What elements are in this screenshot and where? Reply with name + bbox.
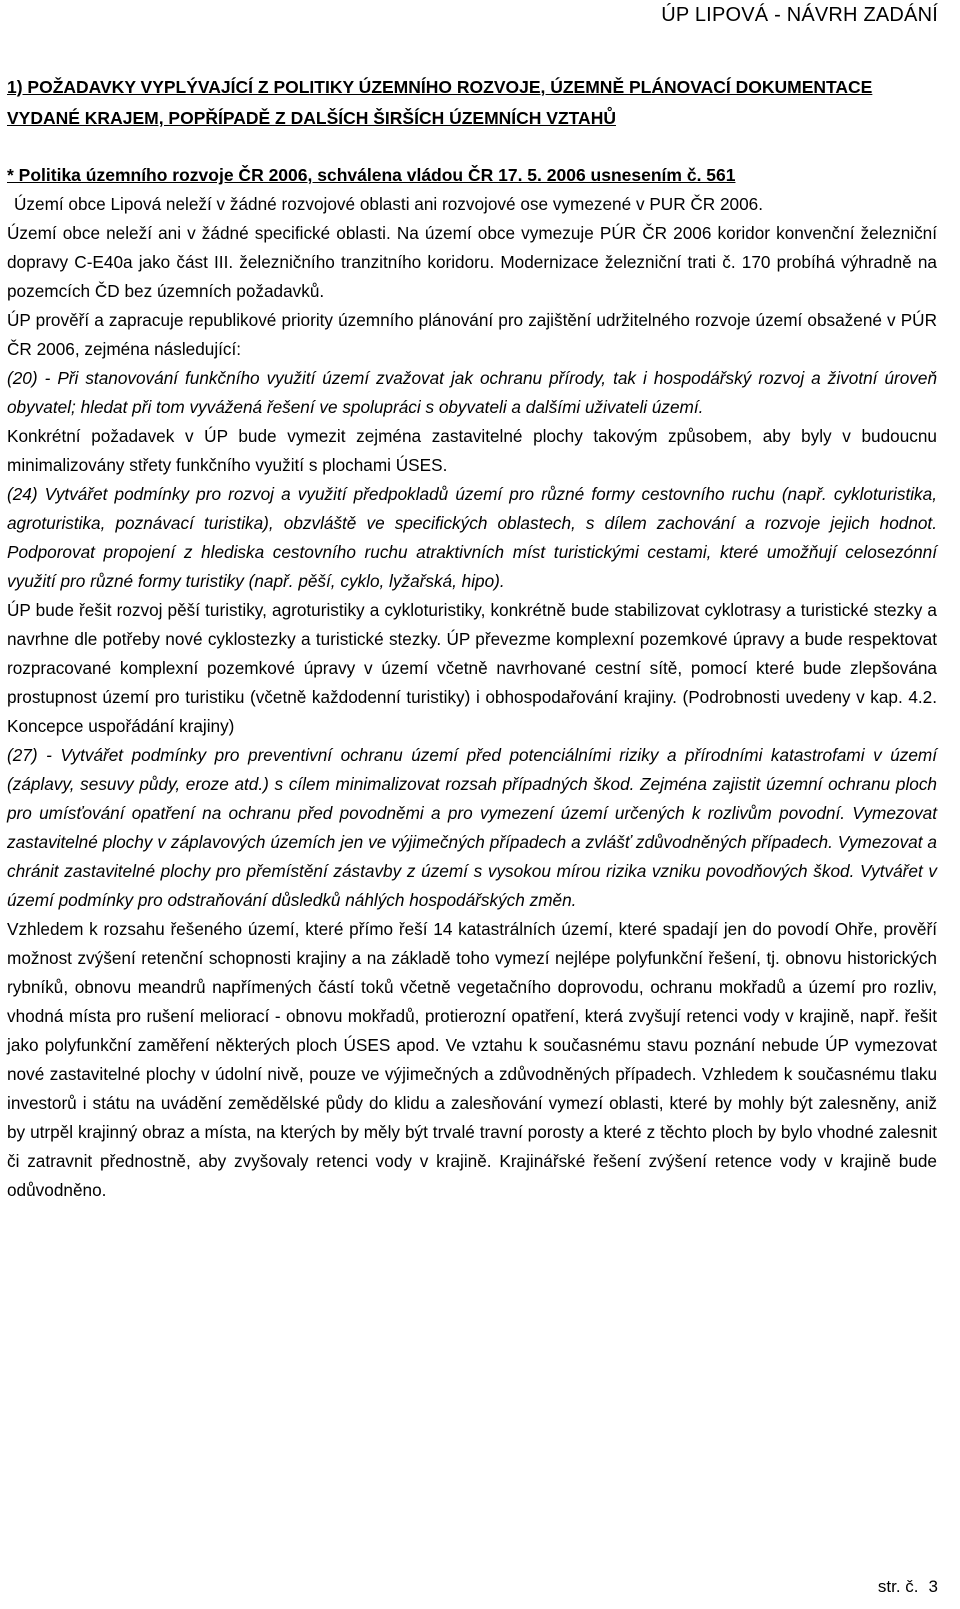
page-number-value: 3 [928,1577,938,1596]
policy-heading: * Politika územního rozvoje ČR 2006, schválena vládou ČR 17. 5. 2006 usnesením č. 561 [7,165,736,185]
paragraph-1: Území obce Lipová neleží v žádné rozvojové oblasti ani rozvojové ose vymezené v PUR ČR 2006. [14,194,763,214]
page-number-label: str. č. [877,1577,919,1596]
paragraph-5: Konkrétní požadavek v ÚP bude vymezit zejména zastavitelné plochy takovým způsobem, aby byly v budoucnu minimalizovány střety funkčního využití s plochami ÚSES. [7,426,937,475]
paragraph-2: Území obce neleží ani v žádné specifické oblasti. Na území obce vymezuje PÚR ČR 2006 koridor konvenční železniční dopravy C-E40a jako část III. železničního tranzitního koridoru. Modernizace železniční trati č. 170 probíhá výhradně na pozemcích ČD bez územních požadavků. [7,223,937,301]
paragraph-9: Vzhledem k rozsahu řešeného území, které přímo řeší 14 katastrálních území, které spadají jen do povodí Ohře, prověří možnost zvýšení retenční schopnosti krajiny a na základě toho vymezí nejlépe polyfunkční řešení, tj. obnovu historických rybníků, obnovu meandrů napřímených částí toků včetně vegetačního doprovodu, ochranu mokřadů a území pro rozliv, vhodná místa pro rušení meliorací - obnovu mokřadů, protierozní opatření, která zvyšují retenci vody v krajině, např. řešit jako polyfunkční zaměření některých ploch ÚSES apod. Ve vztahu k současnému stavu poznání nebude ÚP vymezovat nové zastavitelné plochy v údolní nivě, pouze ve výjimečných a zdůvodněných případech. Vzhledem k současnému tlaku investorů i státu na uvádění zemědělské půdy do klidu a zalesňování vymezí oblasti, které by mohly být zalesněny, aniž by utrpěl krajinný obraz a místa, na kterých by měly být trvalé travní porosty a které z těchto ploch by bylo vhodné zalesnit či zatravnit přednostně, aby zvyšovaly retenci vody v krajině. Krajinářské řešení zvýšení retence vody v krajině bude odůvodněno. [7,919,937,1200]
document-body [7,190,937,1205]
page-number [878,1574,938,1600]
priority-27: (27) - Vytvářet podmínky pro preventivní ochranu území před potenciálními riziky a přírodními katastrofami v území (záplavy, sesuvy půdy, eroze atd.) s cílem minimalizovat rozsah případných škod. Zejména zajistit územní ochranu ploch pro umísťování opatření na ochranu před povodněmi a pro vymezení území určených k rozlivům povodní. Vymezovat zastavitelné plochy v záplavových územích jen ve výjimečných případech a zvlášť zdůvodněných případech. Vymezovat a chránit zastavitelné plochy pro přemístění zástavby z území s vysokou mírou rizika vzniku povodňových škod. Vytvářet v území podmínky pro odstraňování důsledků náhlých hospodářských změn. [7,745,937,910]
document-header-title: ÚP LIPOVÁ - NÁVRH ZADÁNÍ [661,4,938,26]
paragraph-3: ÚP prověří a zapracuje republikové priority územního plánování pro zajištění udržitelného rozvoje území obsažené v PÚR ČR 2006, zejména následující: [7,310,937,359]
section-heading: 1) POŽADAVKY VYPLÝVAJÍCÍ Z POLITIKY ÚZEMNÍHO ROZVOJE, ÚZEMNĚ PLÁNOVACÍ DOKUMENTACE VYDANÉ KRAJEM, POPŘÍPADĚ Z DALŠÍCH ŠIRŠÍCH ÚZEMNÍCH VZTAHŮ [7,77,873,128]
priority-24: (24) Vytvářet podmínky pro rozvoj a využití předpokladů území pro různé formy cestovního ruchu (např. cykloturistika, agroturistika, poznávací turistika), obzvláště ve specifických oblastech, s dílem zachování a rozvoje jejich hodnot. Podporovat propojení z hlediska cestovního ruchu atraktivních míst turistickými cestami, které umožňují celosezónní využití pro různé formy turistiky (např. pěší, cyklo, lyžařská, hipo). [7,484,937,591]
paragraph-7: ÚP bude řešit rozvoj pěší turistiky, agroturistiky a cykloturistiky, konkrétně bude stabilizovat cyklotrasy a turistické stezky a navrhne dle potřeby nové cyklostezky a turistické stezky. ÚP převezme komplexní pozemkové úpravy a bude respektovat rozpracované komplexní pozemkové úpravy v území včetně navrhované cestní sítě, pomocí které bude zlepšována prostupnost území pro turistiku (včetně každodenní turistiky) i obhospodařování krajiny. (Podrobnosti uvedeny v kap. 4.2. Koncepce uspořádání krajiny) [7,600,937,736]
priority-20: (20) - Při stanovování funkčního využití území zvažovat jak ochranu přírody, tak i hospodářský rozvoj a životní úroveň obyvatel; hledat při tom vyvážená řešení ve spolupráci s obyvateli a dalšími uživateli území. [7,368,937,417]
